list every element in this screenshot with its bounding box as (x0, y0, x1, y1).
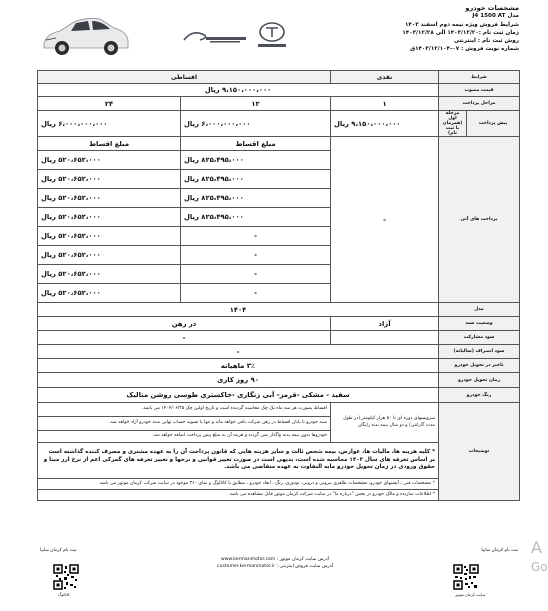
note-6: * اطلاعات سازنده و مالک خودرو در بخش "دربارە ما" در سایت شرکت کرمان موتور قابل مشاهده می باشد. (38, 490, 439, 501)
installment-12-row: - (181, 284, 331, 303)
stage-12: ۱۲ (181, 97, 331, 111)
installment-24-row: ۵۲۰،۶۵۲،۰۰۰ ریال (38, 284, 181, 303)
note-5: * مشخصات فنی ، آپشنهای خودرو، مشخصات ظاهری بیرونی و درونی، تودوزی، رنگ ، ابعاد خودرو ، مطابق با کاتالوگ و نمای ۳۶۰ موجود در سایت شرکت کرمان موتور می باشد. (38, 479, 439, 490)
qr-code-icon[interactable] (453, 564, 479, 590)
footer-internet-sales[interactable]: آدرس سایت فروش اینترنتی : customer.kermanmotor.ir (217, 564, 333, 569)
model-year-label: مدل (439, 303, 520, 317)
jac-logo-icon (254, 20, 290, 50)
header-registration-time: زمان ثبت نام :۱۴۰۳/۱۲/۲۰ الی ۱۴۰۳/۱۲/۲۸ (402, 29, 519, 36)
installment-12-row: ۸۲۵،۴۹۵،۰۰۰ ریال (181, 151, 331, 170)
installment-24-row: ۵۲۰،۶۵۲،۰۰۰ ریال (38, 208, 181, 227)
footer-contact (170, 556, 380, 570)
installment-24-row: ۵۲۰،۶۵۲،۰۰۰ ریال (38, 189, 181, 208)
installment-24-row: ۵۲۰،۶۵۲،۰۰۰ ریال (38, 246, 181, 265)
installment-12-row: - (181, 246, 331, 265)
qr-right-caption: کاتالوگ (58, 592, 70, 597)
approved-price: ۹،۱۵۰،۰۰۰،۰۰۰ ریال (38, 84, 439, 97)
installment-12-row: ۸۲۵،۴۹۵،۰۰۰ ریال (181, 189, 331, 208)
footer-right-caption: ثبت نام کرمان سایپا (481, 548, 518, 553)
stage-24: ۲۴ (38, 97, 181, 111)
model-year: ۱۴۰۴ (38, 303, 439, 317)
watermark-line-2: Go (531, 560, 548, 574)
participation-profit-label: سود مشارکت (439, 331, 520, 345)
delivery-delay-label: تاخیر در تحویل خودرو (439, 359, 520, 373)
first-stage-24: ۶،۰۰۰،۰۰۰،۰۰۰ ریال (38, 111, 181, 137)
participation-profit: - (38, 331, 331, 345)
note-1: اقساط بصورت هر سه ماه یک چک محاسبه گردیده است و تاریخ اولین چک ۱۴۰۴/۰۶/۲۵ می باشد. (38, 403, 331, 417)
participation-profit-cash (331, 331, 439, 345)
lien-cash: آزاد (331, 317, 439, 331)
cash-header: نقدی (331, 71, 439, 84)
first-stage-label: مرحله اول (همزمان با ثبت نام) (439, 111, 467, 137)
cash-future-payment: - (331, 137, 439, 303)
installment-12-row: ۸۲۵،۴۹۵،۰۰۰ ریال (181, 208, 331, 227)
lien-status-label: وضعیت سند (439, 317, 520, 331)
header-sale-terms: شرایط فروش ویژه نیمه دوم اسفند ۱۴۰۳ (405, 21, 519, 28)
watermark-line-1: A (531, 538, 542, 557)
note-warranty: سرویسهای دوره ای تا ۵۰ هزار کیلومتر (در طول مدت گارانتی) و دو سال بیمه بدنه رایگان (331, 403, 439, 443)
delivery-time-label: زمان تحویل خودرو (439, 373, 520, 388)
colors: سفید - مشکی -قرمز- آبی زنگاری -خاکستری طوسی روشن متالیک (38, 388, 439, 403)
kerman-motor-logo-text-icon (180, 28, 250, 46)
note-2: سند خودرو تا پایان اقساط در رهن شرکت باقی خواهد ماند و تنها با تسویه حساب نهایی سند خودرو آزاد خواهد شد. (38, 417, 331, 431)
car-photo-icon (38, 10, 133, 62)
installment-12-row: - (181, 227, 331, 246)
stage-cash: ۱ (331, 97, 439, 111)
installment-amount-header-24: مبلغ اقساط (38, 137, 181, 151)
prepayment-label: پیش پرداخت (467, 111, 520, 137)
payment-stages-label: مراحل پرداخت (439, 97, 520, 111)
header-model: مدل J4 1500 AT (472, 13, 519, 20)
qr-left-caption: سایت کرمان موتور (455, 592, 486, 597)
future-payments-label: پرداخت های آتی (439, 137, 520, 303)
delay-penalty-label: سود انصراف (سالیانه) (439, 345, 520, 359)
conditions-label: شرایط (439, 71, 520, 84)
sale-terms-table (37, 70, 520, 501)
color-label: رنگ خودرو (439, 388, 520, 403)
approved-price-label: قیمت مصوب (439, 84, 520, 97)
installment-24-row: ۵۲۰،۶۵۲،۰۰۰ ریال (38, 170, 181, 189)
delivery-delay: ۳٪ ماهیانه (38, 359, 439, 373)
installment-12-row: - (181, 265, 331, 284)
notes-label: توضیحات (439, 403, 520, 501)
first-stage-cash: ۹،۱۵۰،۰۰۰،۰۰۰ ریال (331, 111, 439, 137)
first-stage-12: ۶،۰۰۰،۰۰۰،۰۰۰ ریال (181, 111, 331, 137)
installment-header: اقساطی (38, 71, 331, 84)
header-registration-type: روش ثبت نام : اینترنتی (453, 38, 519, 45)
installment-12-row: ۸۲۵،۴۹۵،۰۰۰ ریال (181, 170, 331, 189)
header-circular-number: شماره نوبت فروش : ۰۷-۱۴۰۳/۱۲/۱۰۴ق (410, 46, 519, 53)
note-4: * کلیه هزینه ها، مالیات ها، عوارض، بیمه شخص ثالث و سایر هزینه هایی که قانون پرداخت آن را به عهده مشتری و مصرف کننده گذاشته است بر اساس تعرفه های سال ۱۴۰۳ محاسبه شده است، بدیهی است در صورت تغییر قوانین و نرخها و تغییر تعرفه های گمرکی اعم از نرخ ارز مبنا و حقوق ورودی در زمان تحویل خودرو مابه التفاوت به عهده متقاضی می باشد. (38, 443, 439, 479)
header-title: مشخصات خودرو (465, 4, 519, 12)
footer-left-caption: ثبت نام کرمان سایپا (40, 548, 77, 553)
delivery-time: ۹۰ روز کاری (38, 373, 439, 388)
footer-site[interactable]: آدرس سایت کرمان موتور : www.kermanmotor.com (221, 557, 329, 562)
qr-code-icon[interactable] (53, 564, 79, 590)
lien-installment: در رهن (38, 317, 331, 331)
delay-penalty: - (38, 345, 439, 359)
installment-24-row: ۵۲۰،۶۵۲،۰۰۰ ریال (38, 265, 181, 284)
installment-24-row: ۵۲۰،۶۵۲،۰۰۰ ریال (38, 227, 181, 246)
header-info (319, 4, 519, 54)
note-3: خودروها بدون بیمه بدنه واگذار نمی گردند و هزینه آن به مبلغ پیش پرداخت اضافه خواهد شد. (38, 431, 331, 443)
installment-24-row: ۵۲۰،۶۵۲،۰۰۰ ریال (38, 151, 181, 170)
installment-amount-header-12: مبلغ اقساط (181, 137, 331, 151)
